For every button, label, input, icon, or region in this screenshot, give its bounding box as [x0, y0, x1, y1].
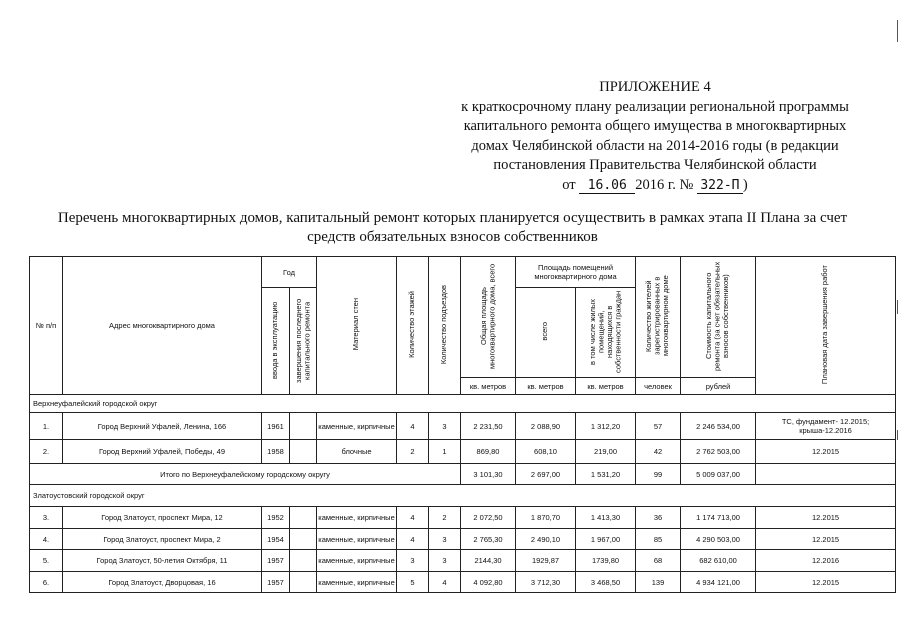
- cell-premises-citizens: 3 468,50: [576, 572, 636, 593]
- cell-residents: 57: [636, 413, 681, 440]
- houses-table: [29, 256, 896, 593]
- appendix-line: к краткосрочному плану реализации региональной программы: [461, 98, 849, 115]
- cell-entrances: 2: [429, 507, 461, 529]
- cell-premises-total: 3 712,30: [516, 572, 576, 593]
- header-cost-text: Стоимость капитального ремонта (за счет обязательных взносов собственников): [704, 261, 731, 371]
- cell-num: 3.: [30, 507, 63, 529]
- table-row: [30, 440, 896, 464]
- cell-year: 1954: [262, 529, 290, 550]
- cell-residents: 42: [636, 440, 681, 464]
- header-year-last-repair-text: завершения последнего капитального ремонта: [293, 297, 311, 383]
- cell-address: Город Верхний Уфалей, Ленина, 166: [63, 413, 262, 440]
- cell-walls: каменные, кирпичные: [317, 413, 397, 440]
- unit-cost: рублей: [681, 378, 756, 395]
- cell-residents: 36: [636, 507, 681, 529]
- cell-deadline: 12.2015: [756, 529, 896, 550]
- cell-residents: 85: [636, 529, 681, 550]
- appendix-line: капитального ремонта общего имущества в многоквартирных: [463, 118, 847, 134]
- cell-premises-total: 608,10: [516, 440, 576, 464]
- appendix-title: ПРИЛОЖЕНИЕ 4: [599, 79, 711, 95]
- cell-year: 1952: [262, 507, 290, 529]
- cell-premises-total: 2 490,10: [516, 529, 576, 550]
- cell-deadline: 12.2015: [756, 440, 896, 464]
- table-row: [30, 413, 896, 440]
- cell-premises-citizens: 1 967,00: [576, 529, 636, 550]
- header-deadline: [756, 257, 896, 395]
- cell-entrances: 1: [429, 440, 461, 464]
- header-premises-citizens-text: в том числе жилых помещений, находящихся в собственности граждан: [587, 290, 623, 373]
- header-num: № п/п: [30, 257, 63, 395]
- unit-residents: человек: [636, 378, 681, 395]
- cell-total-area: 4 092,80: [461, 572, 516, 593]
- header-premises-total: [516, 288, 576, 378]
- cell-year: 1958: [262, 440, 290, 464]
- total-cost: 5 009 037,00: [681, 464, 756, 485]
- cell-repair: [290, 550, 317, 572]
- cell-cost: 2 246 534,00: [681, 413, 756, 440]
- appendix-date-line: [440, 176, 870, 196]
- total-premises-total: 2 697,00: [516, 464, 576, 485]
- cell-year: 1957: [262, 550, 290, 572]
- cell-repair: [290, 572, 317, 593]
- cell-repair: [290, 440, 317, 464]
- cell-cost: 4 934 121,00: [681, 572, 756, 593]
- total-area: 3 101,30: [461, 464, 516, 485]
- cell-repair: [290, 529, 317, 550]
- cell-cost: 2 762 503,00: [681, 440, 756, 464]
- date-prefix: от: [562, 176, 576, 193]
- cell-address: Город Верхний Уфалей, Победы, 49: [63, 440, 262, 464]
- header-entrances-text: Количество подъездов: [439, 284, 449, 365]
- header-residents: [636, 257, 681, 378]
- decree-number-tail: ): [742, 176, 748, 193]
- appendix-line: домах Челябинской области на 2014-2016 годы (в редакции: [471, 137, 839, 154]
- list-title-line: Перечень многоквартирных домов, капитальный ремонт которых планируется осуществить в рамках этапа II Плана за счет: [57, 210, 848, 226]
- cell-premises-citizens: 1 312,20: [576, 413, 636, 440]
- decree-number: 322-П: [697, 178, 743, 194]
- unit-total-area: кв. метров: [461, 378, 516, 395]
- cell-total-area: 2 765,30: [461, 529, 516, 550]
- cell-num: 2.: [30, 440, 63, 464]
- cell-entrances: 4: [429, 572, 461, 593]
- cell-deadline: 12.2015: [756, 572, 896, 593]
- cell-walls: каменные, кирпичные: [317, 529, 397, 550]
- scan-mark: [897, 20, 898, 42]
- cell-total-area: 2 231,50: [461, 413, 516, 440]
- cell-address: Город Златоуст, Дворцовая, 16: [63, 572, 262, 593]
- header-total-area-text: Общая площадь многоквартирного дома, всего: [478, 263, 497, 369]
- cell-deadline: 12.2016: [756, 550, 896, 572]
- cell-premises-citizens: 1 413,30: [576, 507, 636, 529]
- header-premises-total-text: всего: [540, 322, 550, 341]
- header-floors: [397, 257, 429, 395]
- cell-num: 6.: [30, 572, 63, 593]
- total-residents: 99: [636, 464, 681, 485]
- date-suffix: 2016 г. №: [635, 176, 694, 193]
- cell-entrances: 3: [429, 550, 461, 572]
- cell-repair: [290, 413, 317, 440]
- cell-premises-total: 1929,87: [516, 550, 576, 572]
- cell-total-area: 2144,30: [461, 550, 516, 572]
- table-row: [30, 507, 896, 529]
- cell-total-area: 869,80: [461, 440, 516, 464]
- cell-entrances: 3: [429, 413, 461, 440]
- header-deadline-text: Плановая дата завершения работ: [820, 264, 830, 385]
- scan-mark: [897, 430, 898, 440]
- table-header-row: [30, 257, 896, 288]
- cell-walls: блочные: [317, 440, 397, 464]
- header-year-commissioning-text: ввода в эксплуатацию: [270, 301, 280, 379]
- cell-deadline: 12.2015: [756, 507, 896, 529]
- cell-num: 5.: [30, 550, 63, 572]
- cell-year: 1957: [262, 572, 290, 593]
- header-entrances: [429, 257, 461, 395]
- cell-num: 4.: [30, 529, 63, 550]
- header-premises-citizens: [576, 288, 636, 378]
- cell-repair: [290, 507, 317, 529]
- cell-cost: 4 290 503,00: [681, 529, 756, 550]
- header-year-last-repair: [290, 288, 317, 395]
- table-row: [30, 529, 896, 550]
- header-address: Адрес многоквартирного дома: [63, 257, 262, 395]
- unit-premises-citizens: кв. метров: [576, 378, 636, 395]
- cell-floors: 4: [397, 413, 429, 440]
- cell-total-area: 2 072,50: [461, 507, 516, 529]
- header-floors-text: Количество этажей: [407, 291, 417, 358]
- date-value: 16.06: [579, 178, 635, 194]
- header-premises-group: Площадь помещений многоквартирного дома: [516, 257, 636, 288]
- cell-walls: каменные, кирпичные: [317, 572, 397, 593]
- cell-floors: 3: [397, 550, 429, 572]
- header-year-group: Год: [262, 257, 317, 288]
- cell-address: Город Златоуст, проспект Мира, 2: [63, 529, 262, 550]
- table-row: [30, 572, 896, 593]
- cell-residents: 68: [636, 550, 681, 572]
- header-cost: [681, 257, 756, 378]
- cell-entrances: 3: [429, 529, 461, 550]
- cell-residents: 139: [636, 572, 681, 593]
- cell-cost: 1 174 713,00: [681, 507, 756, 529]
- header-year-commissioning: [262, 288, 290, 395]
- cell-premises-total: 1 870,70: [516, 507, 576, 529]
- cell-premises-total: 2 088,90: [516, 413, 576, 440]
- list-title: [15, 209, 890, 247]
- cell-premises-citizens: 219,00: [576, 440, 636, 464]
- group-total-row: [30, 464, 896, 485]
- header-walls-text: Материал стен: [351, 298, 361, 351]
- cell-floors: 5: [397, 572, 429, 593]
- cell-floors: 4: [397, 507, 429, 529]
- cell-year: 1961: [262, 413, 290, 440]
- table-row: [30, 550, 896, 572]
- cell-walls: каменные, кирпичные: [317, 507, 397, 529]
- cell-floors: 2: [397, 440, 429, 464]
- header-walls: [317, 257, 397, 395]
- list-title-line: средств обязательных взносов собственников: [307, 229, 598, 245]
- group-name: Златоустовский городской округ: [30, 485, 896, 507]
- unit-premises-total: кв. метров: [516, 378, 576, 395]
- scan-mark: [897, 300, 898, 314]
- cell-cost: 682 610,00: [681, 550, 756, 572]
- cell-deadline: ТС, фундамент- 12.2015; крыша-12.2016: [756, 413, 896, 440]
- cell-floors: 4: [397, 529, 429, 550]
- appendix-header: [440, 78, 870, 195]
- cell-address: Город Златоуст, проспект Мира, 12: [63, 507, 262, 529]
- header-total-area: [461, 257, 516, 378]
- header-residents-text: Количество жителей зарегистрированных в многоквартирном доме: [644, 275, 671, 357]
- group-total-label: Итого по Верхнеуфалейскому городскому округу: [30, 464, 461, 485]
- group-row: [30, 395, 896, 413]
- total-premises-citizens: 1 531,20: [576, 464, 636, 485]
- total-deadline-empty: [756, 464, 896, 485]
- cell-walls: каменные, кирпичные: [317, 550, 397, 572]
- group-name: Верхнеуфалейский городской округ: [30, 395, 896, 413]
- cell-num: 1.: [30, 413, 63, 440]
- cell-premises-citizens: 1739,80: [576, 550, 636, 572]
- cell-address: Город Златоуст, 50-летия Октября, 11: [63, 550, 262, 572]
- group-row: [30, 485, 896, 507]
- appendix-line: постановления Правительства Челябинской области: [493, 157, 817, 173]
